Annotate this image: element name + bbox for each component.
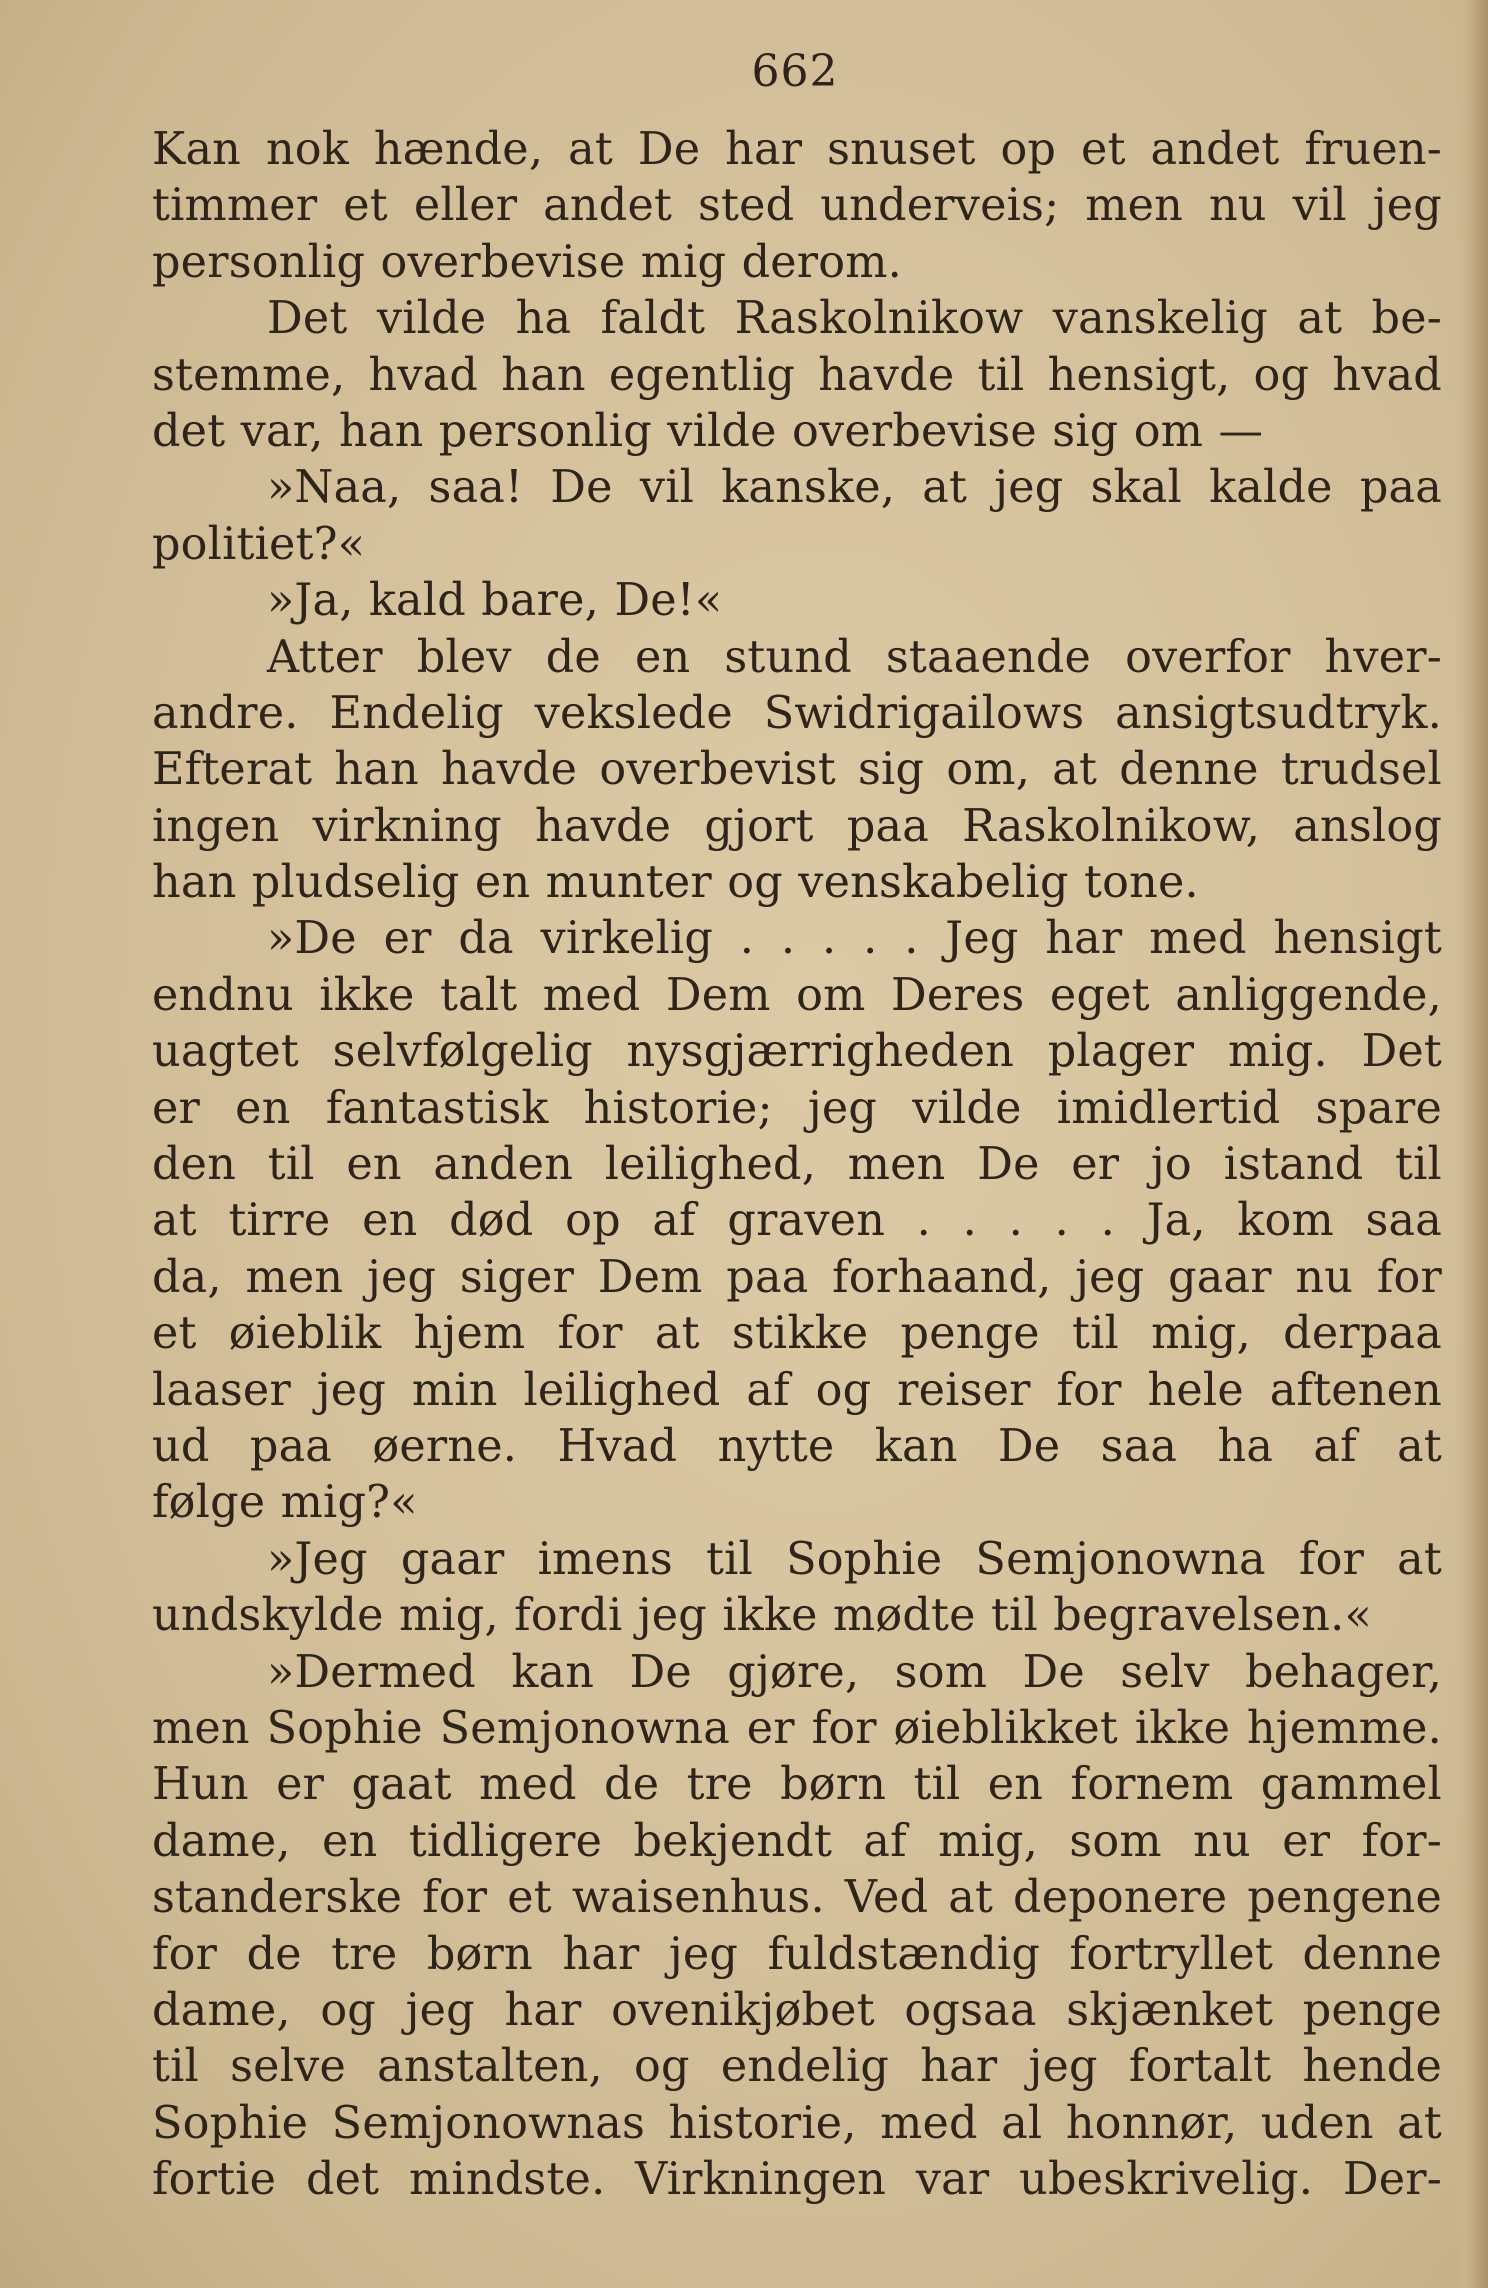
text-line: dame, og jeg har ovenikjøbet ogsaa skjænket penge (152, 1984, 1442, 2036)
text-line: standerske for et waisenhus. Ved at deponere pengene (152, 1872, 1442, 1924)
text-line: undskylde mig, fordi jeg ikke mødte til begravelsen.« (152, 1590, 1372, 1642)
text-line: endnu ikke talt med Dem om Deres eget anliggende, (152, 969, 1442, 1021)
text-line: Kan nok hænde, at De har snuset op et andet fruen- (152, 124, 1442, 175)
text-line: den til en anden leilighed, men De er jo istand til (152, 1139, 1442, 1191)
text-line: da, men jeg siger Dem paa forhaand, jeg gaar nu for (152, 1251, 1442, 1303)
text-line: »Naa, saa! De vil kanske, at jeg skal kalde paa (267, 462, 1442, 514)
text-line: Hun er gaat med de tre børn til en fornem gammel (152, 1759, 1442, 1811)
text-line: Det vilde ha faldt Raskolnikow vanskelig at be- (267, 293, 1442, 345)
text-line: Sophie Semjonownas historie, med al honnør, uden at (152, 2097, 1442, 2149)
page-number: 662 (751, 46, 839, 97)
text-line: timmer et eller andet sted underveis; men nu vil jeg (152, 180, 1442, 232)
page-edge-shadow (1454, 0, 1488, 2288)
text-line: er en fantastisk historie; jeg vilde imidlertid spare (152, 1082, 1442, 1134)
text-line: »Jeg gaar imens til Sophie Semjonowna for at (267, 1533, 1442, 1585)
text-line: følge mig?« (152, 1477, 418, 1529)
text-line: personlig overbevise mig derom. (152, 236, 903, 288)
text-line: andre. Endelig vekslede Swidrigailows ansigtsudtryk. (152, 687, 1442, 739)
text-line: til selve anstalten, og endelig har jeg fortalt hende (152, 2041, 1442, 2093)
text-line: »De er da virkelig . . . . . Jeg har med hensigt (267, 913, 1442, 965)
text-line: ingen virkning havde gjort paa Raskolnikow, anslog (152, 800, 1442, 852)
text-line: »Ja, kald bare, De!« (267, 575, 723, 627)
text-line: dame, en tidligere bekjendt af mig, som nu er for- (152, 1815, 1442, 1867)
text-line: at tirre en død op af graven . . . . . Ja, kom saa (152, 1195, 1442, 1247)
text-line: fortie det mindste. Virkningen var ubeskrivelig. Der- (152, 2154, 1442, 2206)
text-line: »Dermed kan De gjøre, som De selv behager, (267, 1646, 1442, 1698)
text-line: laaser jeg min leilighed af og reiser for hele aftenen (152, 1364, 1442, 1416)
text-line: det var, han personlig vilde overbevise sig om — (152, 405, 1264, 457)
text-line: Efterat han havde overbevist sig om, at denne trudsel (152, 744, 1442, 796)
text-line: han pludselig en munter og venskabelig tone. (152, 857, 1199, 909)
text-line: et øieblik hjem for at stikke penge til mig, derpaa (152, 1308, 1442, 1360)
text-line: Atter blev de en stund staaende overfor hver- (267, 631, 1442, 683)
text-line: for de tre børn har jeg fuldstændig fortryllet denne (152, 1928, 1442, 1980)
text-line: ud paa øerne. Hvad nytte kan De saa ha af at (152, 1420, 1442, 1472)
text-line: men Sophie Semjonowna er for øieblikket ikke hjemme. (152, 1702, 1442, 1754)
text-line: uagtet selvfølgelig nysgjærrigheden plager mig. Det (152, 1026, 1442, 1078)
text-line: politiet?« (152, 518, 366, 570)
body-text (152, 122, 1442, 2208)
text-line: stemme, hvad han egentlig havde til hensigt, og hvad (152, 349, 1442, 401)
